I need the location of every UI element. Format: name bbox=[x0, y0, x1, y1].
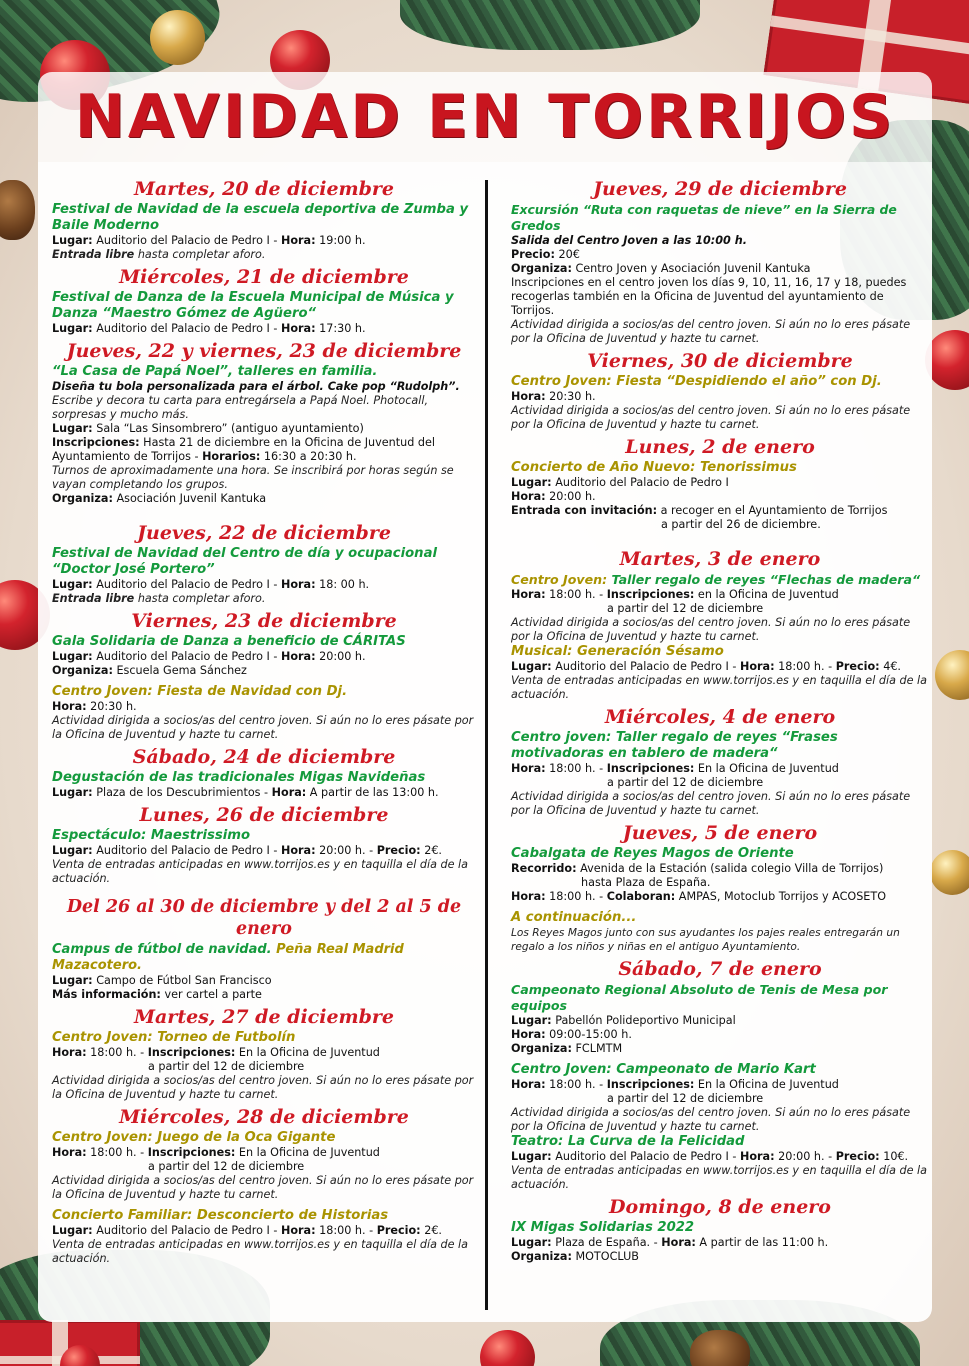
ornament-ball bbox=[480, 1330, 535, 1366]
event-title: Concierto de Año Nuevo: Tenorissimus bbox=[511, 460, 797, 475]
event-title: Centro Joven: Torneo de Futbolín bbox=[52, 1030, 296, 1045]
event-detail: Entrada con invitación: a recoger en el Ayuntamiento de Torrijos bbox=[511, 504, 888, 517]
event-detail: Lugar: Auditorio del Palacio de Pedro I - Hora: 20:00 h. - Precio: 2€. bbox=[52, 844, 442, 857]
event-detail: Recorrido: Avenida de la Estación (salida colegio Villa de Torrijos) bbox=[511, 862, 884, 875]
event-detail: Lugar: Plaza de España. - Hora: A partir de las 11:00 h. bbox=[511, 1236, 829, 1249]
pine-branch bbox=[400, 0, 700, 50]
event-detail: Hora: 20:00 h. bbox=[511, 490, 596, 503]
event-detail: Lugar: Sala “Las Sinsombrero” (antiguo ayuntamiento) bbox=[52, 422, 364, 435]
event-title: Concierto Familiar: Desconcierto de Historias bbox=[52, 1208, 389, 1223]
event-detail: Hora: 18:00 h. - Inscripciones: En la Oficina de Juventud bbox=[52, 1046, 380, 1059]
event-title: Festival de Navidad de la escuela deportiva de Zumba y Baile Moderno bbox=[52, 202, 469, 233]
event-detail: Hora: 18:00 h. - Colaboran: AMPAS, Motoclub Torrijos y ACOSETO bbox=[511, 890, 887, 903]
event-note: Venta de entradas anticipadas en www.torrijos.es y en taquilla el día de la actuación. bbox=[52, 1238, 468, 1265]
event-detail: hasta Plaza de España. bbox=[581, 876, 711, 889]
day-heading: Martes, 20 de diciembre bbox=[133, 178, 395, 200]
event-detail: Hora: 18:00 h. - Inscripciones: En la Oficina de Juventud bbox=[52, 1146, 380, 1159]
event-title: Centro joven: Taller regalo de reyes “Frases motivadoras en tablero de madera“ bbox=[511, 730, 838, 761]
day-heading: Lunes, 2 de enero bbox=[625, 436, 815, 458]
event-note: Actividad dirigida a socios/as del centro joven. Si aún no lo eres pásate por la Oficina de Juventud y hazte tu carnet. bbox=[52, 714, 474, 741]
right-column bbox=[511, 174, 929, 1264]
event-detail: Organiza: FCLMTM bbox=[511, 1042, 623, 1055]
day-heading: Jueves, 5 de enero bbox=[622, 822, 818, 844]
day-heading: Miércoles, 21 de diciembre bbox=[119, 266, 409, 288]
event-detail: Hora: 18:00 h. - Inscripciones: En la Oficina de Juventud bbox=[511, 762, 839, 775]
event-note: Venta de entradas anticipadas en www.torrijos.es y en taquilla el día de la actuación. bbox=[52, 858, 468, 885]
day-heading: Jueves, 22 y viernes, 23 de diciembre bbox=[66, 340, 462, 362]
event-detail: Lugar: Auditorio del Palacio de Pedro I - Hora: 20:00 h. - Precio: 10€. bbox=[511, 1150, 909, 1163]
event-note: Actividad dirigida a socios/as del centro joven. Si aún no lo eres pásate por la Oficina de Juventud y hazte tu carnet. bbox=[511, 404, 911, 431]
page-title: NAVIDAD EN TORRIJOS bbox=[74, 82, 896, 152]
event-detail: Entrada libre hasta completar aforo. bbox=[52, 248, 266, 261]
event-detail: Lugar: Auditorio del Palacio de Pedro I - Hora: 20:00 h. bbox=[52, 650, 366, 663]
event-title: Teatro: La Curva de la Felicidad bbox=[511, 1134, 745, 1149]
event-detail: Hora: 18:00 h. - Inscripciones: en la Oficina de Juventud bbox=[511, 588, 839, 601]
event-detail: Hora: 20:30 h. bbox=[52, 700, 137, 713]
event-detail: Salida del Centro Joven a las 10:00 h. bbox=[511, 234, 747, 247]
event-detail: Lugar: Pabellón Polideportivo Municipal bbox=[511, 1014, 736, 1027]
event-title: Excursión “Ruta con raquetas de nieve” en la Sierra de Gredos bbox=[511, 202, 897, 233]
event-detail: a partir del 12 de diciembre bbox=[607, 1092, 764, 1105]
event-title: Gala Solidaria de Danza a beneficio de CÁRITAS bbox=[52, 634, 406, 649]
event-detail: Lugar: Auditorio del Palacio de Pedro I - Hora: 18:00 h. - Precio: 4€. bbox=[511, 660, 901, 673]
event-title: Centro Joven: Fiesta de Navidad con Dj. bbox=[52, 684, 348, 699]
event-detail: Turnos de aproximadamente una hora. Se inscribirá por horas según se vayan completando los grupos. bbox=[52, 464, 454, 491]
event-note: Venta de entradas anticipadas en www.torrijos.es y en taquilla el día de la actuación. bbox=[511, 674, 927, 701]
event-note: Actividad dirigida a socios/as del centro joven. Si aún no lo eres pásate por la Oficina de Juventud y hazte tu carnet. bbox=[511, 616, 911, 643]
event-note: Actividad dirigida a socios/as del centro joven. Si aún no lo eres pásate por la Oficina de Juventud y hazte tu carnet. bbox=[511, 790, 911, 817]
event-detail: Más información: ver cartel a parte bbox=[52, 988, 262, 1001]
title-banner bbox=[38, 72, 932, 162]
event-detail: Inscripciones en el centro joven los días 9, 10, 11, 16, 17 y 18, puedes recogerlas también en la Oficina de Juventud del ayuntamiento de Torrijos. bbox=[511, 276, 907, 317]
pine-cone bbox=[0, 180, 35, 240]
event-detail: Inscripciones: Hasta 21 de diciembre en la Oficina de Juventud del Ayuntamiento de Torrijos - Horarios: 16:30 a 20:30 h. bbox=[52, 436, 435, 463]
day-heading: Martes, 27 de diciembre bbox=[133, 1006, 395, 1028]
event-detail: Precio: 20€ bbox=[511, 248, 580, 261]
day-heading: Miércoles, 4 de enero bbox=[604, 706, 836, 728]
event-detail: Lugar: Auditorio del Palacio de Pedro I - Hora: 18:00 h. - Precio: 2€. bbox=[52, 1224, 442, 1237]
event-title: Centro Joven: Campeonato de Mario Kart bbox=[511, 1062, 816, 1077]
day-heading: Lunes, 26 de diciembre bbox=[139, 804, 389, 826]
event-detail: Lugar: Auditorio del Palacio de Pedro I - Hora: 17:30 h. bbox=[52, 322, 366, 335]
left-column bbox=[52, 174, 476, 1266]
event-detail: a partir del 26 de diciembre. bbox=[661, 518, 821, 531]
day-heading: Viernes, 30 de diciembre bbox=[587, 350, 853, 372]
event-title: Campus de fútbol de navidad. Peña Real Madrid Mazacotero. bbox=[52, 942, 404, 973]
event-title: “La Casa de Papá Noel”, talleres en familia. bbox=[52, 364, 378, 379]
event-title: Musical: Generación Sésamo bbox=[511, 644, 724, 659]
day-heading: Jueves, 29 de diciembre bbox=[593, 178, 847, 200]
day-heading: Viernes, 23 de diciembre bbox=[131, 610, 397, 632]
event-detail: Lugar: Auditorio del Palacio de Pedro I - Hora: 19:00 h. bbox=[52, 234, 366, 247]
event-note: Actividad dirigida a socios/as del centro joven. Si aún no lo eres pásate por la Oficina de Juventud y hazte tu carnet. bbox=[52, 1174, 474, 1201]
event-title: Festival de Navidad del Centro de día y ocupacional “Doctor José Portero” bbox=[52, 546, 437, 577]
event-detail: Organiza: Escuela Gema Sánchez bbox=[52, 664, 247, 677]
event-detail: Organiza: Centro Joven y Asociación Juvenil Kantuka bbox=[511, 262, 811, 275]
event-detail: Escribe y decora tu carta para entregársela a Papá Noel. Photocall, sorpresas y mucho más. bbox=[52, 394, 429, 421]
event-detail: Organiza: MOTOCLUB bbox=[511, 1250, 639, 1263]
event-detail: Lugar: Auditorio del Palacio de Pedro I bbox=[511, 476, 729, 489]
event-note: Venta de entradas anticipadas en www.torrijos.es y en taquilla el día de la actuación. bbox=[511, 1164, 927, 1191]
day-heading: Jueves, 22 de diciembre bbox=[137, 522, 391, 544]
event-detail: Hora: 09:00-15:00 h. bbox=[511, 1028, 632, 1041]
day-heading: Del 26 al 30 de diciembre y del 2 al 5 de enero bbox=[66, 897, 462, 939]
pine-cone bbox=[690, 1330, 750, 1366]
event-title: Centro Joven: Juego de la Oca Gigante bbox=[52, 1130, 336, 1145]
event-detail: Hora: 18:00 h. - Inscripciones: En la Oficina de Juventud bbox=[511, 1078, 839, 1091]
event-detail: a partir del 12 de diciembre bbox=[607, 776, 764, 789]
event-title: Centro Joven: Taller regalo de reyes “Flechas de madera“ bbox=[511, 572, 921, 587]
program-panel bbox=[38, 162, 932, 1322]
ornament-ball bbox=[150, 10, 205, 65]
event-detail: a partir del 12 de diciembre bbox=[607, 602, 764, 615]
event-title: Espectáculo: Maestrissimo bbox=[52, 828, 251, 843]
ornament-ball bbox=[935, 650, 969, 700]
day-heading: Domingo, 8 de enero bbox=[609, 1196, 831, 1218]
event-detail: Diseña tu bola personalizada para el árbol. Cake pop “Rudolph”. bbox=[52, 380, 460, 393]
event-title: Campeonato Regional Absoluto de Tenis de Mesa por equipos bbox=[511, 982, 888, 1013]
event-title: Cabalgata de Reyes Magos de Oriente bbox=[511, 846, 794, 861]
event-detail: Lugar: Plaza de los Descubrimientos - Hora: A partir de las 13:00 h. bbox=[52, 786, 439, 799]
event-title: Degustación de las tradicionales Migas Navideñas bbox=[52, 770, 426, 785]
event-title: A continuación... bbox=[511, 910, 637, 925]
event-detail: a partir del 12 de diciembre bbox=[148, 1160, 305, 1173]
event-title: Centro Joven: Fiesta “Despidiendo el año” con Dj. bbox=[511, 374, 882, 389]
day-heading: Sábado, 24 de diciembre bbox=[132, 746, 396, 768]
event-detail: Lugar: Auditorio del Palacio de Pedro I - Hora: 18: 00 h. bbox=[52, 578, 370, 591]
event-detail: Lugar: Campo de Fútbol San Francisco bbox=[52, 974, 272, 987]
event-title: IX Migas Solidarias 2022 bbox=[511, 1220, 695, 1235]
day-heading: Miércoles, 28 de diciembre bbox=[119, 1106, 409, 1128]
event-note: Los Reyes Magos junto con sus ayudantes los pajes reales entregarán un regalo a los niños y niñas en el antiguo Ayuntamiento. bbox=[511, 927, 900, 953]
event-note: Actividad dirigida a socios/as del centro joven. Si aún no lo eres pásate por la Oficina de Juventud y hazte tu carnet. bbox=[52, 1074, 474, 1101]
event-detail: Hora: 20:30 h. bbox=[511, 390, 596, 403]
event-detail: Entrada libre hasta completar aforo. bbox=[52, 592, 266, 605]
event-note: Actividad dirigida a socios/as del centro joven. Si aún no lo eres pásate por la Oficina de Juventud y hazte tu carnet. bbox=[511, 1106, 911, 1133]
column-divider bbox=[485, 180, 488, 1310]
event-note: Actividad dirigida a socios/as del centro joven. Si aún no lo eres pásate por la Oficina de Juventud y hazte tu carnet. bbox=[511, 318, 911, 345]
event-detail: a partir del 12 de diciembre bbox=[148, 1060, 305, 1073]
event-detail: Organiza: Asociación Juvenil Kantuka bbox=[52, 492, 267, 505]
day-heading: Sábado, 7 de enero bbox=[618, 958, 822, 980]
day-heading: Martes, 3 de enero bbox=[619, 548, 821, 570]
ornament-ball bbox=[930, 850, 969, 895]
event-title: Festival de Danza de la Escuela Municipal de Música y Danza “Maestro Gómez de Agüero“ bbox=[52, 290, 454, 321]
